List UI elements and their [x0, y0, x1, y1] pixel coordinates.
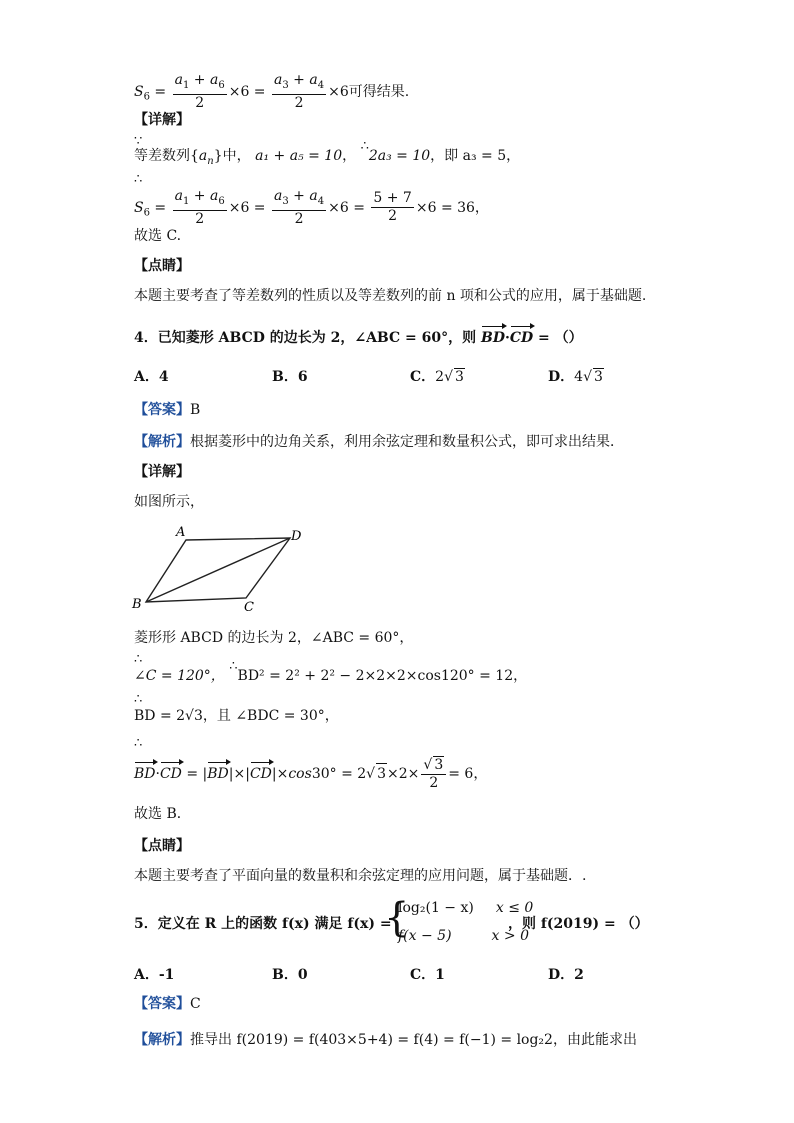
q4-analysis-line: 【解析】根据菱形中的边角关系，利用余弦定理和数量积公式，即可求出结果． [134, 434, 624, 450]
therefore-symbol: ∴ [134, 652, 143, 667]
q5-choice-b[interactable]: B．0 [272, 967, 308, 983]
answer-label: 【答案】 [134, 402, 190, 418]
rhombus-figure [128, 520, 318, 615]
comment-text-1: 本题主要考查了等差数列的性质以及等差数列的前 n 项和公式的应用，属于基础题. [134, 288, 647, 304]
q4-stem: 4．已知菱形 ABCD 的边长为 2，∠ABC = 60°，则 BD·CD = （） [134, 324, 583, 348]
detail-heading-1: 【详解】 [134, 112, 190, 128]
q4-comment-heading: 【点睛】 [134, 838, 190, 854]
diagonal-bd [146, 538, 290, 602]
point-label-b: B [132, 597, 142, 612]
q4-choice-d[interactable]: D．4√ 3 [548, 369, 603, 385]
s6-result-line: $S_6$ = $\frac{a_1 + a_6}{2}$ ×6 = $\frac{a_3 + a_4}{2}$ ×6 = $\frac{5 + 7}{2}$ ×6 = 36， [134, 188, 489, 227]
s6-formula-line: $S_6$ = $\frac{a_1 + a_6}{2}$ ×6 = $\frac{a_3 + a_4}{2}$ ×6可得结果. [134, 72, 410, 111]
q4-select: 故选 B． [134, 806, 191, 822]
point-label-c: C [244, 600, 254, 615]
formula-tail-text: 可得结果. [348, 83, 410, 100]
piecewise-case-1: log₂(1 − x) x ≤ 0 [398, 900, 534, 916]
point-label-a: A [176, 525, 186, 540]
q5-choice-d[interactable]: D．2 [548, 967, 584, 983]
q5-choice-c[interactable]: C．1 [410, 967, 445, 983]
q4-choice-b[interactable]: B．6 [272, 369, 308, 385]
therefore-symbol: ∴ [134, 172, 143, 187]
analysis-label: 【解析】 [134, 1032, 190, 1048]
seq-line: 等差数列$\{a_n\}$中， a₁ + a₅ = 10， ∴2a₃ = 10，即 a₃ = 5， [134, 139, 521, 167]
piecewise-case-2: f(x − 5) x > 0 [398, 928, 529, 944]
q4-line3: BD = 2√3，且 ∠BDC = 30°， [134, 708, 339, 724]
because-symbol: ∵ [134, 134, 143, 149]
q5-stem: 5．定义在 R 上的函数 f(x) 满足 f(x) = [134, 916, 392, 932]
q4-line2: ∠C = 120°， ∴BD² = 2² + 2² − 2×2×2×cos120° = 12， [134, 659, 528, 684]
q4-line1: 菱形形 ABCD 的边长为 2，∠ABC = 60°， [134, 630, 414, 646]
q5-analysis-line: 【解析】推导出 f(2019) = f(403×5+4) = f(4) = f(−1) = log₂2，由此能求出 [134, 1032, 637, 1048]
figure-intro: 如图所示， [134, 494, 204, 510]
q4-choice-c[interactable]: C．2√ 3 [410, 369, 464, 385]
q4-answer-line: 【答案】B [134, 402, 201, 418]
therefore-symbol: ∴ [134, 736, 143, 751]
q5-choice-a[interactable]: A．-1 [134, 967, 175, 983]
q4-line4: BD·CD = |BD|×|CD|×cos30° = 2√ 3×2× $\frac{√ 3}{2}$ = 6， [134, 757, 488, 791]
analysis-label: 【解析】 [134, 434, 190, 450]
point-label-d: D [291, 529, 302, 544]
select-c-text: 故选 C. [134, 228, 182, 244]
comment-heading-1: 【点睛】 [134, 258, 190, 274]
q4-choice-a[interactable]: A．4 [134, 369, 169, 385]
q4-comment: 本题主要考查了平面向量的数量积和余弦定理的应用问题，属于基础题．. [134, 868, 587, 884]
q4-detail-heading: 【详解】 [134, 464, 190, 480]
q5-answer-line: 【答案】C [134, 996, 201, 1012]
q5-stem-end: ，则 f(2019) = （） [508, 916, 649, 932]
answer-label: 【答案】 [134, 996, 190, 1012]
therefore-symbol: ∴ [134, 692, 143, 707]
piecewise-brace: { [384, 895, 410, 941]
